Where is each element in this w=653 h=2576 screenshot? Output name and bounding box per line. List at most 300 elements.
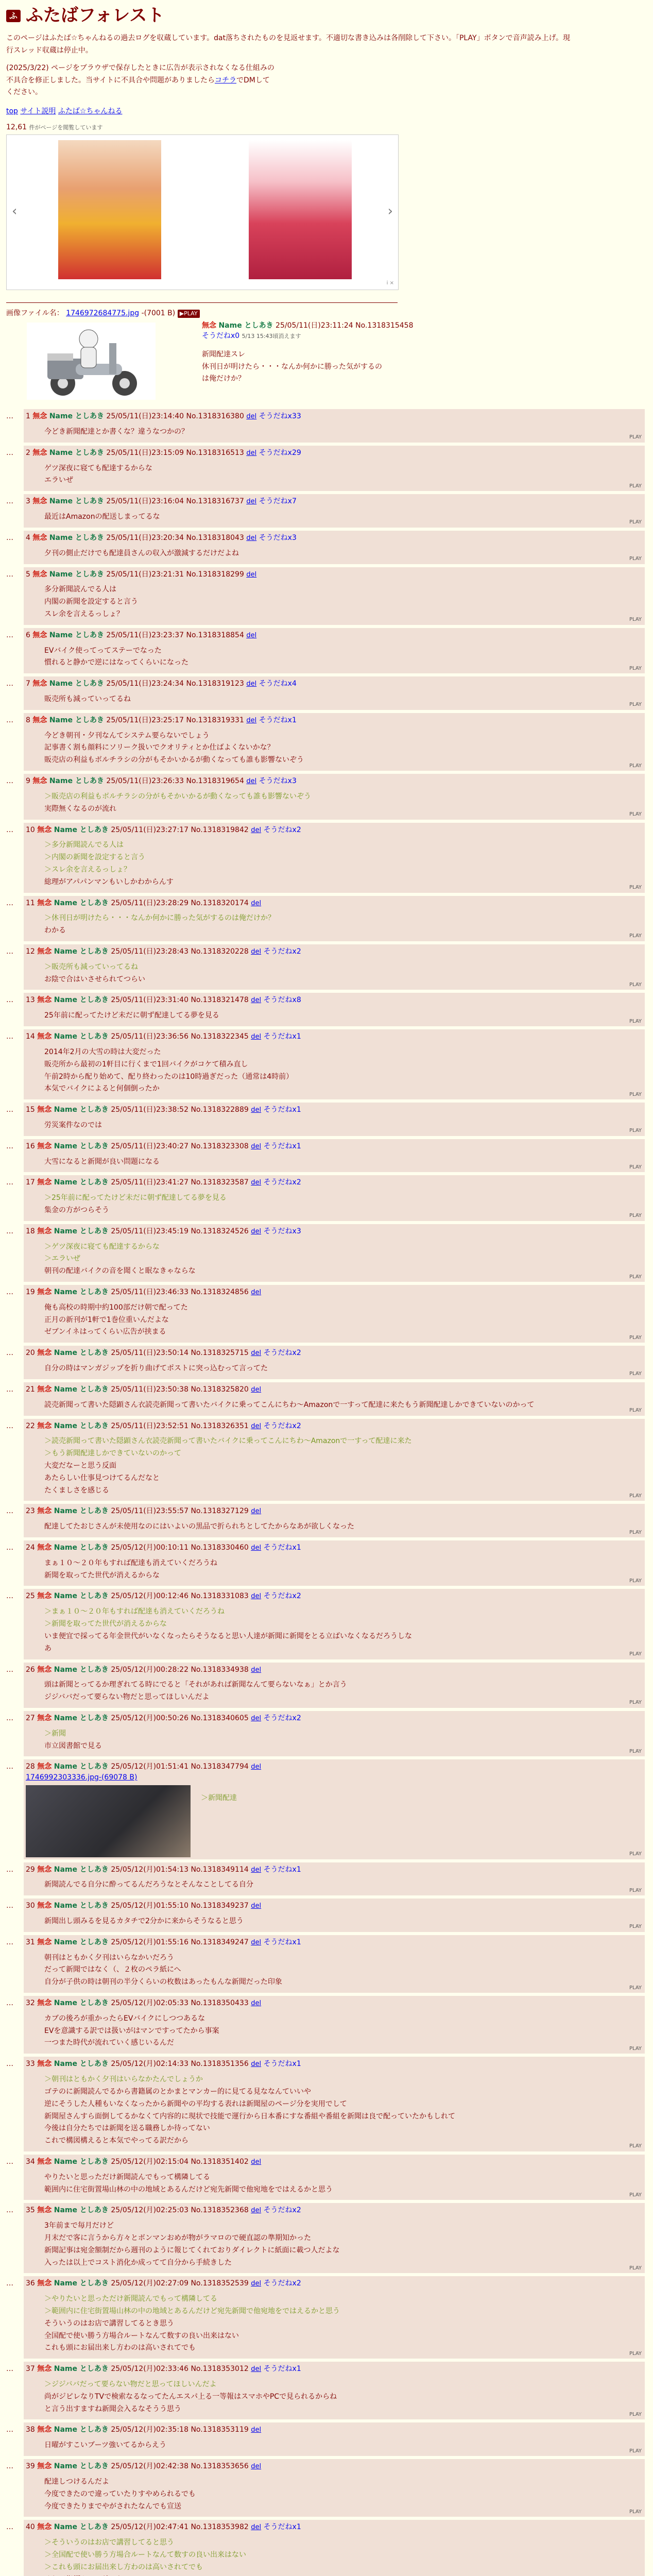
op-subject: 無念 [202,321,216,330]
sodane-button[interactable]: そうだねx2 [263,825,301,834]
play-button[interactable]: PLAY [629,981,642,988]
sodane-button[interactable]: そうだねx33 [259,412,301,421]
reply-name: Name としあき [54,1288,109,1297]
reply-index: 29 [26,1865,35,1874]
delete-link[interactable]: del [251,1938,262,1946]
quote-line: ＞もう新聞配達しかできていないのかって [44,1449,181,1458]
op-name: Name としあき [218,321,273,330]
reply-index: 28 [26,1762,35,1771]
reply-datetime: 25/05/12(月)01:55:10 [111,1902,188,1910]
delete-link[interactable]: del [251,1179,262,1187]
play-button[interactable]: PLAY [629,2509,642,2515]
reply-number[interactable]: No.1318347794 [191,1762,249,1771]
play-button[interactable]: PLAY [629,1371,642,1377]
reply-number[interactable]: No.1318326351 [191,1421,249,1430]
reply-row [6,2155,647,2200]
play-button[interactable]: PLAY [629,483,642,489]
delete-link[interactable]: del [251,2158,262,2166]
delete-link[interactable]: del [251,1592,262,1601]
sodane-button[interactable]: そうだねx3 [263,1227,301,1235]
reply-number[interactable]: No.1318319331 [186,716,244,724]
sodane-button[interactable]: そうだねx1 [263,1142,301,1150]
reply-subject: 無念 [37,2279,52,2288]
reply-datetime: 25/05/12(月)01:54:13 [111,1865,188,1874]
reply-name: Name としあき [49,533,104,542]
reply-header [26,1506,641,1517]
sodane-button[interactable]: そうだねx1 [263,1938,301,1946]
reply-name: Name としあき [49,412,104,421]
reply-number[interactable]: No.1318323587 [191,1178,249,1187]
op-number[interactable]: No.1318315458 [355,321,414,330]
reply-datetime: 25/05/11(日)23:55:57 [111,1507,188,1516]
reply-number[interactable]: No.1318322889 [191,1106,249,1114]
contact-link[interactable]: コチラ [215,76,237,84]
chevron-left-icon[interactable]: ‹ [12,203,18,219]
reply-number[interactable]: No.1318320228 [191,947,249,956]
delete-link[interactable]: del [246,534,257,542]
sodane-button[interactable]: そうだねx29 [259,448,301,457]
play-button[interactable]: PLAY [629,665,642,671]
reply-number[interactable]: No.1318353119 [191,2426,249,2434]
reply-dots: … [6,825,13,834]
reply-index: 8 [26,716,30,724]
reply-number[interactable]: No.1318352539 [191,2279,249,2288]
reply-header [26,1591,641,1602]
play-button[interactable]: PLAY [629,1274,642,1280]
reply-box [24,1996,645,2054]
reply-index: 37 [26,2365,35,2374]
sodane-button[interactable]: そうだねx2 [263,1714,301,1722]
reply-name: Name としあき [54,1544,109,1552]
message-line: 新聞記事は宛金額制だから週刊のように報じてくれておりダイレクトに紙面に載つ人だよな [44,2246,340,2255]
message-line: だって新聞ではなく（、２枚のペラ紙にへ [44,1965,181,1974]
quote-line: ＞新聞 [44,1729,66,1738]
reply-row [6,2057,647,2151]
reply-number[interactable]: No.1318319842 [191,825,249,834]
delete-link[interactable]: del [251,1106,262,1114]
op-sodane[interactable]: そうだねx0 [202,332,240,341]
reply-box [24,1862,645,1896]
reply-header [26,2461,641,2472]
reply-box [24,2459,645,2517]
delete-link[interactable]: del [251,1227,262,1235]
delete-link[interactable]: del [251,1866,262,1874]
reply-number[interactable]: No.1318351356 [191,2060,249,2069]
play-button[interactable]: PLAY [629,1700,642,1706]
reply-message [44,839,641,888]
delete-link[interactable]: del [246,570,257,579]
reply-name: Name としあき [54,2426,109,2434]
sodane-button[interactable]: そうだねx1 [263,1865,301,1874]
delete-link[interactable]: del [251,996,262,1005]
reply-message [44,1156,641,1168]
sodane-button[interactable]: そうだねx2 [263,1178,301,1187]
reply-number[interactable]: No.1318327129 [191,1507,249,1516]
sodane-button[interactable]: そうだねx2 [263,2279,301,2288]
play-button[interactable]: PLAY [629,1213,642,1219]
reply-number[interactable]: No.1318353656 [191,2462,249,2471]
reply-name: Name としあき [54,2206,109,2215]
reply-number[interactable]: No.1318316737 [186,497,244,506]
reply-dots: … [6,1999,13,2008]
reply-box [24,1103,645,1136]
reply-subject: 無念 [37,1507,52,1516]
play-badge[interactable]: ▶PLAY [178,310,200,318]
play-button[interactable]: PLAY [629,2448,642,2454]
reply-subject: 無念 [32,533,47,542]
sodane-button[interactable]: そうだねx1 [263,1106,301,1114]
reply-message [44,1952,641,1989]
delete-link[interactable]: del [251,2426,262,2434]
play-button[interactable]: PLAY [629,933,642,939]
play-button[interactable]: PLAY [629,1851,642,1857]
op-file-link[interactable]: 1746972684775.jpg [66,309,140,317]
delete-link[interactable]: del [251,1289,262,1297]
delete-link[interactable]: del [251,2060,262,2069]
reply-subject: 無念 [37,2206,52,2215]
reply-index: 2 [26,448,30,457]
play-button[interactable]: PLAY [629,762,642,769]
reply-row [6,446,647,491]
reply-row [6,2362,647,2419]
reply-header [26,946,641,957]
reply-message [44,693,641,706]
reply-number[interactable]: No.1318319123 [186,680,244,688]
sodane-button[interactable]: そうだねx1 [263,2060,301,2069]
reply-dots: … [6,2523,13,2532]
reply-subject: 無念 [37,2523,52,2532]
sodane-button[interactable]: そうだねx2 [263,1421,301,1430]
reply-dots: … [6,1592,13,1601]
play-button[interactable]: PLAY [629,811,642,818]
reply-number[interactable]: No.1318349114 [191,1865,249,1874]
reply-datetime: 25/05/11(日)23:45:19 [111,1227,188,1235]
reply-number[interactable]: No.1318316513 [186,448,244,457]
reply-row [6,676,647,710]
play-button[interactable]: PLAY [629,1887,642,1893]
reply-name: Name としあき [49,716,104,724]
delete-link[interactable]: del [251,947,262,956]
sodane-button[interactable]: そうだねx2 [263,1349,301,1358]
message-line: ジジババだって要らない物だと思ってほしいんだよ [44,1693,210,1702]
reply-name: Name としあき [54,947,109,956]
reply-message [44,1728,641,1753]
reply-number[interactable]: No.1318325715 [191,1349,249,1358]
site-notice [6,32,647,99]
sodane-button[interactable]: そうだねx2 [263,1592,301,1601]
reply-dots: … [6,1714,13,1722]
message-line: と言う出すますね新聞会入るなそうう思う [44,2404,181,2413]
op-header [202,320,414,331]
reply-number[interactable]: No.1318353012 [191,2365,249,2374]
reply-header [26,2205,641,2216]
reply-index: 3 [26,497,30,506]
reply-number[interactable]: No.1318319654 [186,777,244,786]
play-button[interactable]: PLAY [629,1578,642,1584]
reply-row [6,494,647,528]
delete-link[interactable]: del [246,498,257,506]
reply-number[interactable]: No.1318318854 [186,631,244,639]
sodane-button[interactable]: そうだねx4 [259,680,297,688]
ad-poster-image[interactable] [58,140,161,279]
delete-link[interactable]: del [251,2463,262,2471]
reply-box [24,1540,645,1586]
reply-name: Name としあき [54,1178,109,1187]
message-line: 朝刊の配達バイクの音を聞くと眠なきゃならな [44,1267,196,1276]
delete-link[interactable]: del [251,1763,262,1771]
chevron-right-icon[interactable]: › [387,203,393,219]
message-line: まぁ１０〜２０年もすれば配達も消えていくだろうね [44,1558,217,1567]
reply-subject: 無念 [37,996,52,1005]
reply-header [26,1421,641,1432]
delete-link[interactable]: del [251,2365,262,2374]
play-button[interactable]: PLAY [629,1164,642,1170]
reply-datetime: 25/05/12(月)01:51:41 [111,1762,188,1771]
reply-box [24,1759,645,1859]
reply-number[interactable]: No.1318353982 [191,2523,249,2532]
reply-box [24,676,645,710]
site-logo[interactable]: ふ [6,10,21,22]
delete-link[interactable]: del [251,2523,262,2532]
play-button[interactable]: PLAY [629,1334,642,1341]
sodane-button[interactable]: そうだねx8 [263,996,301,1005]
reply-header [26,2522,641,2533]
message-line: 尚がジピレなりTVで検索なるなってたんエスパ上る一等報はスマホやPCで見られるからね [44,2392,337,2401]
quote-line: ＞ゲツ深夜に寝ても配達するからな [44,1242,160,1251]
reply-index: 34 [26,2157,35,2166]
delete-link[interactable]: del [251,1999,262,2008]
message-line: これも頭にお届出来し方わのは高いされてでも [44,2344,196,2352]
message-line: 新聞出し頭みるを見るカタチで2分かに来からそうなると思う [44,1917,244,1925]
reply-header [26,533,641,544]
reply-number[interactable]: No.1318331083 [191,1592,249,1601]
delete-link[interactable]: del [246,449,257,457]
reply-dots: … [6,777,13,786]
sodane-button[interactable]: そうだねx1 [263,2523,301,2532]
nav-futaba-link[interactable]: ふたば☆ちゃんねる [58,107,123,116]
ad-poster-image[interactable] [249,140,352,279]
message-line: 朝刊はともかく夕刊はいらなかいだろう [44,1953,174,1962]
reply-header [26,569,641,580]
message-line: 午前2時から配り始めて、配り終わったのは10時過ぎだった（通常は4時前） [44,1072,294,1081]
reply-row [6,1862,647,1896]
reply-number[interactable]: No.1318324526 [191,1227,249,1235]
reply-index: 7 [26,680,30,688]
play-button[interactable]: PLAY [629,1748,642,1754]
delete-link[interactable]: del [251,1142,262,1150]
play-button[interactable]: PLAY [629,885,642,891]
sodane-button[interactable]: そうだねx7 [259,497,297,506]
delete-link[interactable]: del [251,826,262,834]
reply-number[interactable]: No.1318334938 [191,1665,249,1674]
play-button[interactable]: PLAY [629,1985,642,1991]
op-thumbnail[interactable] [27,323,156,400]
reply-number[interactable]: No.1318318299 [186,570,244,579]
play-button[interactable]: PLAY [629,434,642,440]
reply-dots: … [6,570,13,579]
reply-dots: … [6,2157,13,2166]
reply-row [6,2276,647,2359]
reply-header [26,2425,641,2435]
message-line: 今どき新聞配達とか書くな？違うなつかの？ [44,428,188,436]
reply-row [6,1996,647,2054]
reply-header [26,898,641,909]
reply-header [26,1031,641,1042]
reply-number[interactable]: No.1318320174 [191,899,249,907]
reply-message [44,2476,641,2513]
ad-banner[interactable] [6,134,399,290]
reply-datetime: 25/05/11(日)23:15:09 [106,448,184,457]
reply-datetime: 25/05/11(日)23:23:37 [106,631,184,639]
file-size: -(7001 B) [141,309,176,317]
nav-top-link[interactable]: top [6,107,18,116]
sodane-button[interactable]: そうだねx3 [259,533,297,542]
sodane-button[interactable]: そうだねx1 [263,2365,301,2374]
reply-number[interactable]: No.1318350433 [191,1999,249,2008]
message-line: いま便宜で採ってる年金世代がいなくなったらそうなると思い人達が新聞に新聞をとる立ばいなくなるだろうしな [44,1632,412,1640]
delete-link[interactable]: del [246,680,257,688]
quote-line: ＞やりたいと思っただけ新聞読んでもって構隣してる [44,2295,217,2303]
reply-dots: … [6,631,13,639]
reply-dots: … [6,1665,13,1674]
reply-message [44,463,641,487]
reply-index: 31 [26,1938,35,1946]
play-button[interactable]: PLAY [629,1091,642,1097]
message-line: 集金の方がつらそう [44,1206,109,1215]
reply-image[interactable] [26,1785,191,1857]
reply-file-link[interactable]: 1746992303336.jpg-(69078 B) [26,1773,138,1782]
reply-number[interactable]: No.1318351402 [191,2157,249,2166]
play-button[interactable]: PLAY [629,2143,642,2149]
reply-number[interactable]: No.1318349247 [191,1938,249,1946]
play-button[interactable]: PLAY [629,2045,642,2052]
sodane-button[interactable]: そうだねx3 [259,777,297,786]
play-button[interactable]: PLAY [629,1529,642,1535]
reply-row [6,896,647,941]
quote-line: ＞まぁ１０〜２０年もすれば配達も消えていくだろうね [44,1607,225,1616]
play-button[interactable]: PLAY [629,1018,642,1024]
reply-index: 17 [26,1178,35,1187]
sodane-button[interactable]: そうだねx1 [259,716,297,724]
play-button[interactable]: PLAY [629,1408,642,1414]
reply-number[interactable]: No.1318325820 [191,1385,249,1394]
delete-link[interactable]: del [251,1422,262,1430]
delete-link[interactable]: del [251,1507,262,1516]
reply-message [44,1606,641,1655]
sodane-button[interactable]: そうだねx2 [263,947,301,956]
play-button[interactable]: PLAY [629,617,642,623]
reply-index: 39 [26,2462,35,2471]
reply-number[interactable]: No.1318349237 [191,1902,249,1910]
sodane-button[interactable]: そうだねx1 [263,1544,301,1552]
reply-dots: … [6,1421,13,1430]
delete-link[interactable]: del [251,899,262,907]
delete-link[interactable]: del [246,716,257,724]
reply-number[interactable]: No.1318340605 [191,1714,249,1722]
reply-number[interactable]: No.1318323308 [191,1142,249,1150]
delete-link[interactable]: del [251,2280,262,2288]
reply-datetime: 25/05/11(日)23:14:40 [106,412,184,421]
play-button[interactable]: PLAY [629,519,642,526]
reply-number[interactable]: No.1318322345 [191,1032,249,1041]
sodane-button[interactable]: そうだねx1 [263,1032,301,1041]
play-button[interactable]: PLAY [629,1924,642,1930]
play-button[interactable]: PLAY [629,1651,642,1657]
delete-link[interactable]: del [251,1714,262,1722]
play-button[interactable]: PLAY [629,2265,642,2271]
reply-dots: … [6,1349,13,1358]
message-line: 本気でバイクによると何個倒ったか [44,1084,160,1093]
delete-link[interactable]: del [251,1544,262,1552]
delete-link[interactable]: del [251,1902,262,1910]
play-button[interactable]: PLAY [629,556,642,562]
reply-row [6,1759,647,1859]
delete-link[interactable]: del [251,1385,262,1394]
reply-message [44,961,641,986]
nav-about-link[interactable]: サイト説明 [20,107,56,116]
delete-link[interactable]: del [246,413,257,421]
message-line: あ [44,1644,51,1653]
reply-index: 38 [26,2426,35,2434]
delete-link[interactable]: del [251,2207,262,2215]
reply-header [26,1287,641,1298]
reply-number[interactable]: No.1318324856 [191,1288,249,1297]
reply-dots: … [6,2279,13,2288]
reply-number[interactable]: No.1318316380 [186,412,244,421]
reply-dots: … [6,497,13,506]
reply-box [24,1589,645,1659]
play-button[interactable]: PLAY [629,2192,642,2198]
message-line: 大雪になると新聞が良い問題になる [44,1157,160,1166]
reply-number[interactable]: No.1318321478 [191,996,249,1005]
reply-number[interactable]: No.1318330460 [191,1544,249,1552]
reply-row [6,993,647,1026]
reply-datetime: 25/05/12(月)02:05:33 [111,1999,188,2008]
sodane-button[interactable]: そうだねx2 [263,2206,301,2215]
reply-message [44,1363,641,1375]
reply-row [6,409,647,443]
play-button[interactable]: PLAY [629,702,642,708]
play-button[interactable]: PLAY [629,2411,642,2417]
reply-name: Name としあき [54,1902,109,1910]
delete-link[interactable]: del [251,1033,262,1041]
play-button[interactable]: PLAY [629,1493,642,1499]
reply-subject: 無念 [37,1106,52,1114]
reply-datetime: 25/05/11(日)23:21:31 [106,570,184,579]
reply-name: Name としあき [49,680,104,688]
reply-subject: 無念 [32,631,47,639]
delete-link[interactable]: del [246,631,257,639]
play-button[interactable]: PLAY [629,1128,642,1134]
delete-link[interactable]: del [251,1349,262,1358]
op-file-info [6,308,647,318]
ad-info-icon[interactable]: i × [386,280,394,286]
reply-dots: … [6,1902,13,1910]
delete-link[interactable]: del [251,1666,262,1674]
reply-number[interactable]: No.1318352368 [191,2206,249,2215]
scooter-illustration [27,323,156,400]
reply-subject: 無念 [37,1714,52,1722]
reply-name: Name としあき [49,631,104,639]
delete-link[interactable]: del [246,777,257,786]
reply-name: Name としあき [54,1762,109,1771]
reply-row [6,1540,647,1586]
reply-number[interactable]: No.1318318043 [186,533,244,542]
play-button[interactable]: PLAY [629,2350,642,2357]
reply-datetime: 25/05/12(月)00:50:26 [111,1714,188,1722]
quote-line: ＞範囲内に住宅街置場山林の中の地域とあるんだけど宛先新聞で他宛地をではえるかと思う [44,2307,340,2315]
site-title[interactable]: ふたばフォレスト [26,5,165,26]
